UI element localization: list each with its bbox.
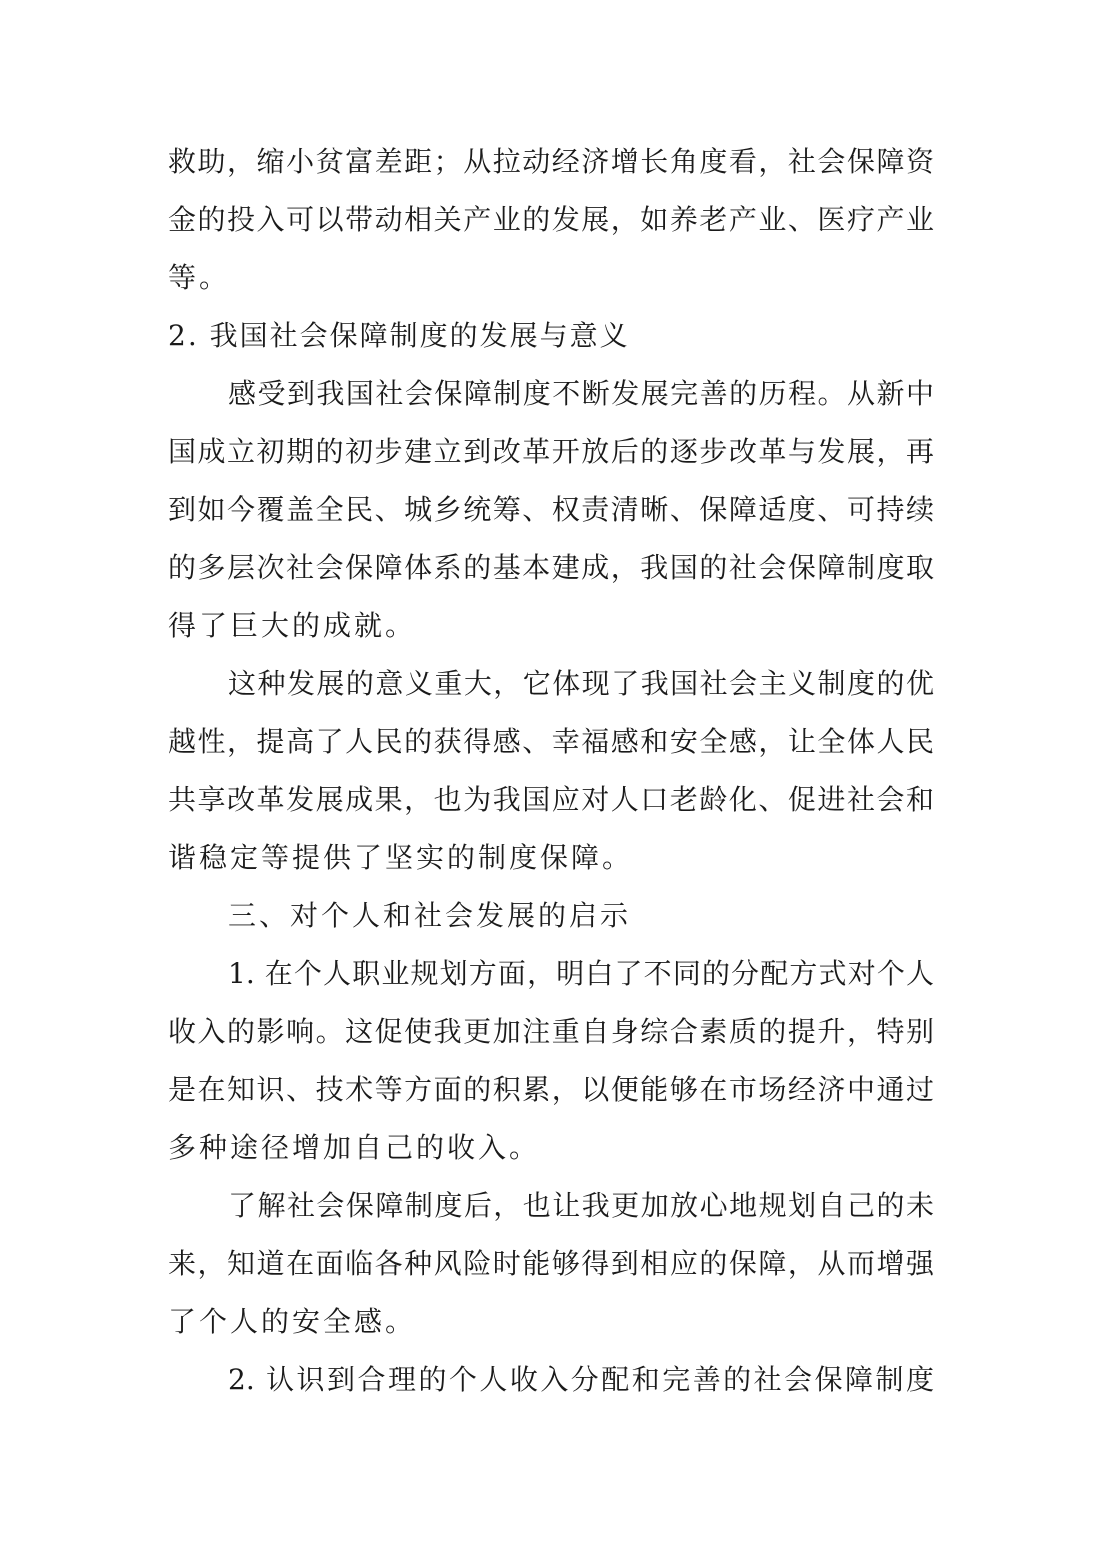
text-line: 国成立初期的初步建立到改革开放后的逐步改革与发展，再 (168, 435, 934, 468)
text-line: 了个人的安全感。 (168, 1305, 417, 1338)
section-heading: 2. 我国社会保障制度的发展与意义 (168, 319, 630, 352)
text-line: 共享改革发展成果，也为我国应对人口老龄化、促进社会和 (168, 783, 934, 816)
text-line: 2. 认识到合理的个人收入分配和完善的社会保障制度 (228, 1363, 934, 1396)
text-line: 收入的影响。这促使我更加注重自身综合素质的提升，特别 (168, 1015, 934, 1048)
text-line: 感受到我国社会保障制度不断发展完善的历程。从新中 (228, 377, 934, 410)
text-line: 得了巨大的成就。 (168, 609, 417, 642)
text-line: 1. 在个人职业规划方面，明白了不同的分配方式对个人 (228, 957, 934, 990)
text-line: 多种途径增加自己的收入。 (168, 1131, 541, 1164)
text-line: 金的投入可以带动相关产业的发展，如养老产业、医疗产业 (168, 203, 934, 236)
text-line: 了解社会保障制度后，也让我更加放心地规划自己的未 (228, 1189, 934, 1222)
text-line: 谐稳定等提供了坚实的制度保障。 (168, 841, 634, 874)
text-line: 的多层次社会保障体系的基本建成，我国的社会保障制度取 (168, 551, 934, 584)
text-line: 是在知识、技术等方面的积累，以便能够在市场经济中通过 (168, 1073, 934, 1106)
text-line: 越性，提高了人民的获得感、幸福感和安全感，让全体人民 (168, 725, 934, 758)
section-heading: 三、对个人和社会发展的启示 (228, 899, 632, 932)
text-line: 来，知道在面临各种风险时能够得到相应的保障，从而增强 (168, 1247, 934, 1280)
text-line: 救助，缩小贫富差距；从拉动经济增长角度看，社会保障资 (168, 145, 934, 178)
text-line: 等。 (168, 261, 231, 294)
text-line: 到如今覆盖全民、城乡统筹、权责清晰、保障适度、可持续 (168, 493, 934, 526)
text-line: 这种发展的意义重大，它体现了我国社会主义制度的优 (228, 667, 934, 700)
